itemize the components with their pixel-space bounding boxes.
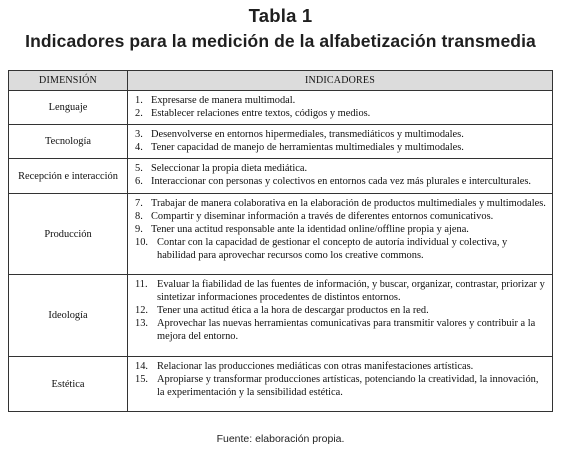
- indicators-cell: [128, 159, 553, 194]
- dimension-cell: Recepción e interacción: [9, 159, 128, 194]
- table-source-note: Fuente: elaboración propia.: [216, 433, 345, 445]
- indicator-item: 9. Tener una actitud responsable ante la identidad online/offline propia y ajena.: [135, 224, 469, 235]
- indicator-item: 11. Evaluar la fiabilidad de las fuentes de información, y buscar, organizar, contrastar, priorizar y sintetizar informaciones procedentes de distintos entornos.: [135, 279, 545, 303]
- indicator-item: 5. Seleccionar la propia dieta mediática.: [135, 163, 308, 174]
- dimension-cell: Tecnología: [9, 125, 128, 159]
- indicator-item: 6. Interaccionar con personas y colectivos en entornos cada vez más plurales e interculturales.: [135, 176, 531, 187]
- indicators-cell: [128, 194, 553, 275]
- indicator-item: 12. Tener una actitud ética a la hora de descargar productos en la red.: [135, 305, 429, 316]
- table-row: [9, 91, 553, 125]
- table-row: [9, 357, 553, 412]
- table-row: [9, 194, 553, 275]
- column-header-dimension: DIMENSIÓN: [9, 71, 128, 91]
- indicator-item: 1. Expresarse de manera multimodal.: [135, 95, 296, 106]
- indicators-cell: [128, 125, 553, 159]
- indicator-item: 8. Compartir y diseminar información a través de diferentes entornos comunicativos.: [135, 211, 494, 222]
- column-header-indicators: INDICADORES: [128, 71, 553, 91]
- indicators-cell: [128, 275, 553, 357]
- indicator-item: 13. Aprovechar las nuevas herramientas comunicativas para transmitir valores y contribuir a la mejora del entorno.: [135, 318, 536, 342]
- indicators-cell: [128, 91, 553, 125]
- table-title: Indicadores para la medición de la alfabetización transmedia: [25, 31, 536, 51]
- indicators-cell: [128, 357, 553, 412]
- indicator-item: 14. Relacionar las producciones mediáticas con otras manifestaciones artísticas.: [135, 361, 474, 372]
- indicator-item: 3. Desenvolverse en entornos hipermediales, transmediáticos y multimodales.: [135, 129, 464, 140]
- indicator-item: 7. Trabajar de manera colaborativa en la elaboración de productos multimediales y multimodales.: [135, 198, 546, 209]
- dimension-cell: Producción: [9, 194, 128, 275]
- table-row: [9, 125, 553, 159]
- table-header-row: [9, 71, 553, 91]
- indicator-item: 2. Establecer relaciones entre textos, códigos y medios.: [135, 108, 371, 119]
- indicator-item: 10. Contar con la capacidad de gestionar el concepto de autoría individual y colectiva, y habilidad para aprovechar recursos como los creative commons.: [135, 237, 508, 261]
- indicator-item: 4. Tener capacidad de manejo de herramientas multimediales y multimodales.: [135, 142, 464, 153]
- table-label: Tabla 1: [248, 5, 313, 26]
- table-row: [9, 159, 553, 194]
- dimension-cell: Estética: [9, 357, 128, 412]
- table-row: [9, 275, 553, 357]
- dimension-cell: Lenguaje: [9, 91, 128, 125]
- dimension-cell: Ideología: [9, 275, 128, 357]
- indicators-table: [8, 70, 553, 412]
- indicator-item: 15. Apropiarse y transformar producciones artísticas, potenciando la creatividad, la innovación, la experimentación y la sensibilidad estética.: [135, 374, 539, 398]
